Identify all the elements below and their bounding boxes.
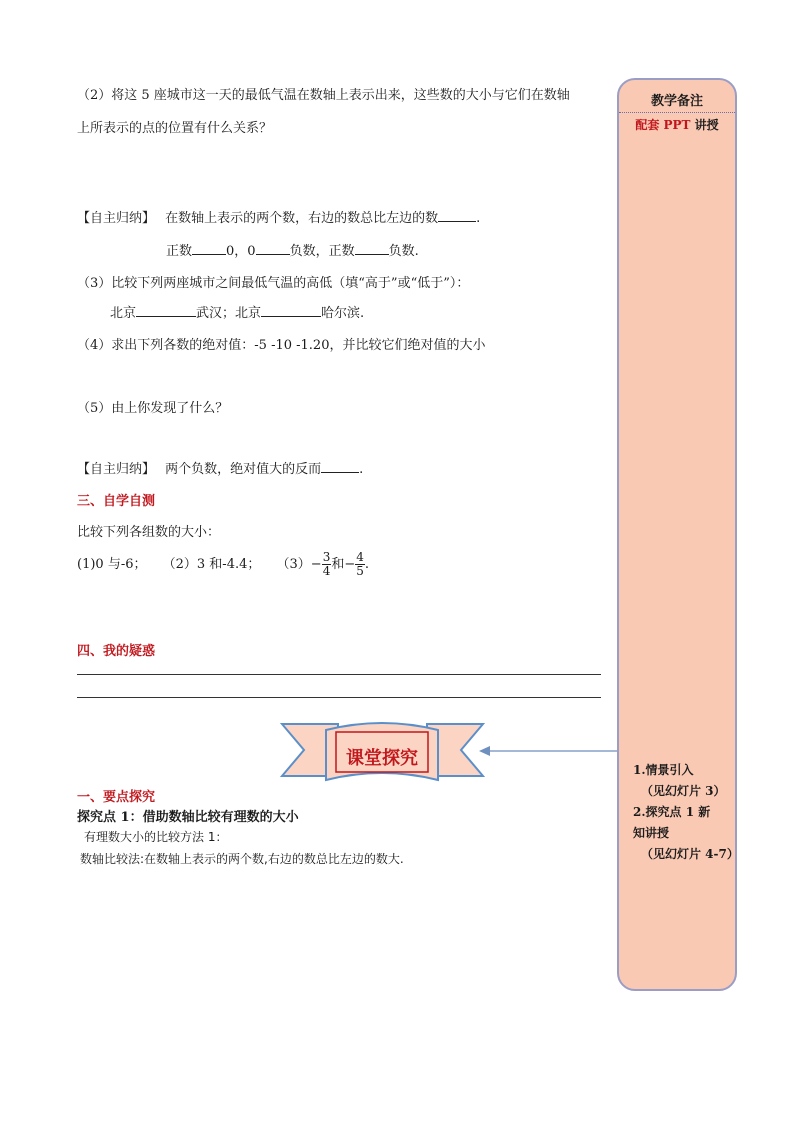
blank[interactable] [136, 304, 196, 317]
numerator: 4 [356, 550, 364, 564]
banner-label: 课堂探究 [346, 748, 418, 769]
answer-line[interactable] [77, 697, 601, 698]
fraction [322, 551, 332, 578]
explore-heading: 一、要点探究 [77, 790, 156, 805]
blank[interactable] [355, 242, 389, 255]
summary1-row2 [166, 240, 419, 259]
summary1 [77, 207, 480, 226]
summary1-bracket: 【自主归纳】 [77, 211, 156, 226]
section3-title: 三、自学自测 [77, 494, 156, 509]
period: . [476, 211, 481, 226]
explore-point: 探究点 1：借助数轴比较有理数的大小 [77, 810, 299, 825]
text: 0，0 [226, 244, 256, 259]
section3-intro: 比较下列各组数的大小： [77, 525, 221, 540]
blank[interactable] [261, 304, 321, 317]
denominator: 5 [356, 564, 364, 578]
text: 负数，正数 [289, 244, 355, 259]
text: 配套 [635, 118, 664, 132]
teaching-notes-sidebar [617, 78, 737, 991]
summary2-text: 两个负数，绝对值大的反而 [165, 462, 322, 477]
blank[interactable] [192, 242, 226, 255]
period: . [359, 462, 364, 477]
summary2-bracket: 【自主归纳】 [77, 462, 156, 477]
section4-title: 四、我的疑惑 [77, 644, 156, 659]
text: 负数. [388, 244, 419, 259]
q4: （4）求出下列各数的绝对值：-5 -10 -1.20，并比较它们绝对值的大小 [77, 338, 486, 353]
sidebar-note-2: （见幻灯片 3） [641, 784, 726, 798]
period: . [364, 557, 370, 572]
numerator: 3 [322, 550, 331, 564]
sidebar-note-3: 2.探究点 1 新 [633, 805, 711, 819]
summary1-text: 在数轴上表示的两个数，右边的数总比左边的数 [165, 211, 439, 226]
answer-line[interactable] [77, 674, 601, 675]
section3-items [77, 548, 369, 582]
text: 讲授 [690, 118, 719, 132]
q3-line2 [110, 302, 364, 321]
arrow-icon [478, 744, 620, 758]
text: 北京 [110, 306, 137, 321]
blank[interactable] [256, 242, 290, 255]
ppt-label: PPT [663, 118, 691, 132]
q2-line2: 上所表示的点的位置有什么关系？ [77, 121, 273, 136]
item-3: （3）− [276, 557, 322, 572]
item-1: (1)0 与-6； [77, 557, 147, 572]
sidebar-note-4: 知讲授 [633, 826, 670, 840]
sidebar-title: 教学备注 [650, 94, 703, 109]
sidebar-note-5: （见幻灯片 4-7） [641, 847, 739, 861]
fraction [355, 551, 365, 578]
blank[interactable] [438, 209, 476, 222]
item-2: （2）3 和-4.4； [162, 557, 261, 572]
text: 武汉；北京 [196, 306, 262, 321]
q5: （5）由上你发现了什么？ [77, 401, 229, 416]
summary2 [77, 458, 363, 477]
text: 和− [331, 557, 356, 572]
explore-method: 有理数大小的比较方法 1： [84, 830, 228, 844]
sidebar-note-1: 1.情景引入 [633, 763, 694, 777]
denominator: 4 [322, 564, 331, 578]
q2-line1: （2）将这 5 座城市这一天的最低气温在数轴上表示出来，这些数的大小与它们在数轴 [77, 88, 570, 103]
explore-desc: 数轴比较法:在数轴上表示的两个数,右边的数总比左边的数大. [80, 852, 404, 866]
text: 哈尔滨. [321, 306, 365, 321]
q3-line1: （3）比较下列两座城市之间最低气温的高低（填“高于”或“低于”）： [77, 276, 470, 291]
text: 正数 [166, 244, 193, 259]
sidebar-subtitle [619, 116, 735, 133]
blank[interactable] [321, 460, 359, 473]
